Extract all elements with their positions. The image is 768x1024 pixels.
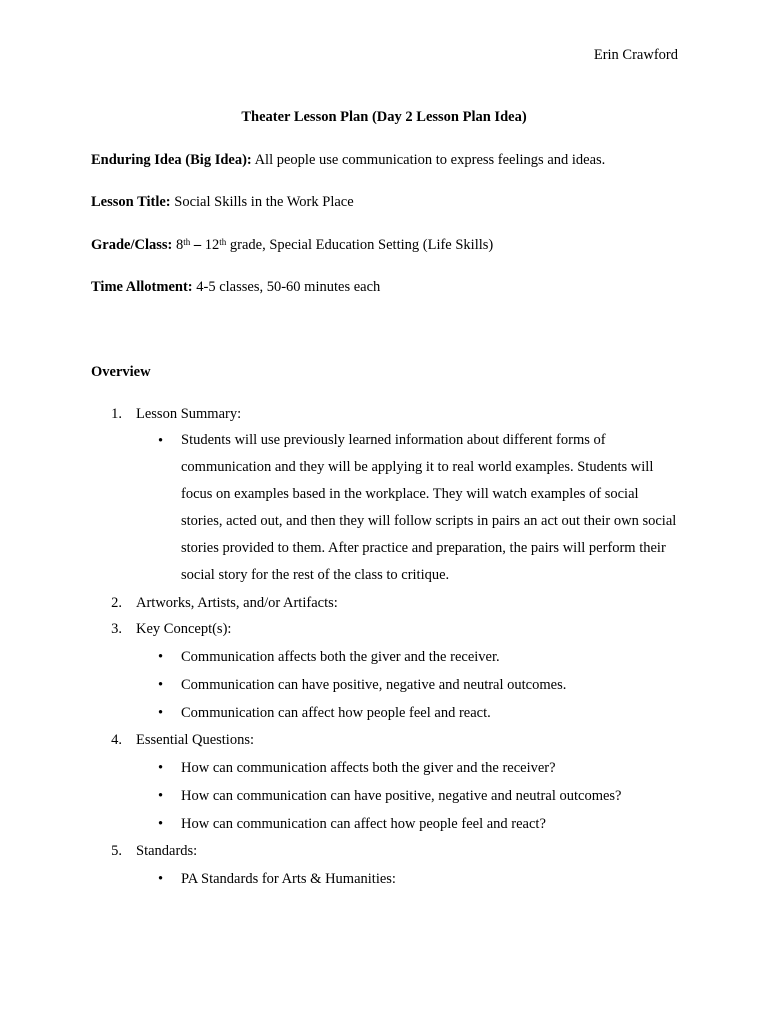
lesson-title-value: Social Skills in the Work Place xyxy=(170,194,354,210)
bullet-icon: • xyxy=(158,871,164,887)
list-bullet-text: Communication can have positive, negative and neutral outcomes. xyxy=(181,677,567,693)
bullet-icon: • xyxy=(158,705,164,721)
list-bullet-text: How can communication can have positive, negative and neutral outcomes? xyxy=(181,788,622,804)
bullet-icon: • xyxy=(158,649,164,665)
list-number: 3. xyxy=(111,621,122,637)
lesson-title-line xyxy=(91,193,354,211)
grade-from-sup: th xyxy=(183,237,191,247)
list-item-label: Lesson Summary: xyxy=(136,406,242,422)
bullet-icon: • xyxy=(158,677,164,693)
time-allotment-line xyxy=(91,278,380,296)
time-allotment-label: Time Allotment: xyxy=(91,279,193,295)
enduring-idea-value: All people use communication to express feelings and ideas. xyxy=(251,152,606,168)
time-allotment-value: 4-5 classes, 50-60 minutes each xyxy=(192,279,381,295)
lesson-title-label: Lesson Title: xyxy=(91,194,171,210)
list-bullet-text: Communication affects both the giver and the receiver. xyxy=(181,649,500,665)
list-number: 5. xyxy=(111,843,122,859)
bullet-icon: • xyxy=(158,433,164,449)
grade-to: 12 xyxy=(204,237,220,253)
overview-heading: Overview xyxy=(91,364,151,380)
list-item-label: Artworks, Artists, and/or Artifacts: xyxy=(136,595,338,611)
enduring-idea-label: Enduring Idea (Big Idea): xyxy=(91,152,252,168)
lesson-summary-paragraph: Students will use previously learned information about different forms of communication and they will be applying it to real world examples. Students will focus on examples based in the workplace. They will watch examples of social stories, acted out, and then they will follow scripts in pairs an act out their own social stories provided to them. After practice and preparation, the pairs will perform their social story for the rest of the class to critique. xyxy=(181,432,677,583)
grade-from: 8 xyxy=(172,237,184,253)
page-title: Theater Lesson Plan (Day 2 Lesson Plan Idea) xyxy=(241,109,527,125)
list-item-label: Standards: xyxy=(136,843,198,859)
list-number: 4. xyxy=(111,732,122,748)
grade-to-sup: th xyxy=(219,237,227,247)
grade-line xyxy=(91,236,493,254)
list-number: 2. xyxy=(111,595,122,611)
list-number: 1. xyxy=(111,406,122,422)
grade-label: Grade/Class: xyxy=(91,237,173,253)
list-item-label: Essential Questions: xyxy=(136,732,255,748)
list-bullet-text: Communication can affect how people feel and react. xyxy=(181,705,491,721)
list-bullet-text: How can communication can affect how people feel and react? xyxy=(181,816,546,832)
grade-rest: grade, Special Education Setting (Life Skills) xyxy=(226,237,494,253)
list-bullet-text: PA Standards for Arts & Humanities: xyxy=(181,871,396,887)
bullet-icon: • xyxy=(158,816,164,832)
bullet-icon: • xyxy=(158,760,164,776)
enduring-idea-line xyxy=(91,151,605,169)
grade-dash: – xyxy=(190,237,205,253)
bullet-icon: • xyxy=(158,788,164,804)
author-name: Erin Crawford xyxy=(593,47,678,63)
list-item-label: Key Concept(s): xyxy=(136,621,232,637)
list-bullet-text: How can communication affects both the giver and the receiver? xyxy=(181,760,556,776)
